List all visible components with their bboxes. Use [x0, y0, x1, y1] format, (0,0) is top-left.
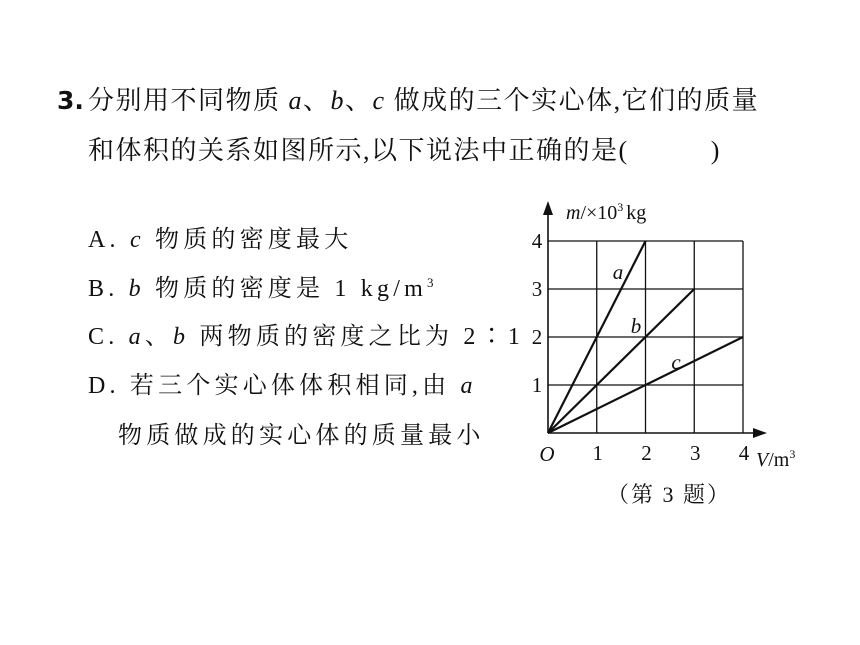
y-axis-label	[566, 200, 646, 224]
question-number: 3.	[57, 86, 84, 115]
y-axis-superscript: 3	[617, 200, 624, 214]
x-tick-label-3: 3	[690, 441, 701, 465]
series-label-b: b	[630, 314, 642, 338]
x-axis-var: V	[756, 449, 769, 471]
question-stem-line-2	[88, 134, 721, 168]
origin-label: O	[539, 442, 555, 466]
blank-close-paren: )	[710, 136, 721, 165]
y-tick-label-1: 1	[531, 373, 543, 397]
option-c-prefix: C.	[88, 324, 129, 350]
x-axis-unit: /m	[768, 449, 790, 471]
mass-volume-chart	[500, 190, 830, 490]
x-tick-label-1: 1	[592, 441, 603, 465]
option-a-prefix: A.	[88, 227, 130, 253]
option-c-var-a: a	[128, 324, 145, 350]
blank-open-paren: (	[618, 136, 629, 165]
option-d-continued: 物质做成的实心体的质量最小	[118, 423, 485, 449]
option-b-superscript: 3	[426, 275, 434, 290]
stem-var-c: c	[372, 86, 386, 115]
x-tick-label-4: 4	[738, 441, 750, 465]
option-d	[88, 370, 477, 402]
option-d-text: D. 若三个实心体体积相同,由	[88, 373, 461, 399]
chart-tick-labels	[532, 229, 750, 465]
stem-separator: 、	[345, 86, 373, 115]
series-label-a: a	[612, 260, 624, 284]
series-label-c: c	[671, 350, 681, 374]
stem-text: 和体积的关系如图所示,以下说法中正确的是	[88, 136, 619, 165]
y-axis-unit: /×10	[580, 202, 618, 224]
option-b-var: b	[128, 276, 145, 302]
option-a-var: c	[129, 227, 145, 253]
option-c-separator: 、	[144, 324, 174, 350]
stem-text: 分别用不同物质	[88, 86, 289, 115]
x-axis-label	[756, 447, 795, 471]
option-d-var: a	[460, 373, 477, 399]
x-axis-arrow	[753, 428, 767, 438]
stem-text: 做成的三个实心体,它们的质量	[385, 86, 760, 115]
option-c-text: 两物质的密度之比为 2∶1	[189, 324, 525, 350]
y-tick-label-4: 4	[531, 229, 543, 253]
option-b-prefix: B.	[88, 276, 129, 302]
option-c	[88, 321, 524, 353]
y-tick-label-3: 3	[531, 277, 543, 301]
y-axis-unit-after: kg	[626, 202, 647, 224]
y-tick-label-2: 2	[531, 325, 543, 349]
option-a	[88, 224, 352, 256]
stem-var-b: b	[330, 86, 346, 115]
x-tick-label-2: 2	[641, 441, 652, 465]
option-a-text: 物质的密度最大	[144, 227, 353, 253]
figure-caption: （第 3 题）	[607, 482, 732, 507]
stem-separator: 、	[303, 86, 331, 115]
y-axis-var: m	[566, 202, 581, 224]
answer-blank	[619, 136, 721, 165]
question-stem-line-1	[88, 84, 759, 118]
x-axis-superscript: 3	[789, 447, 796, 461]
stem-var-a: a	[288, 86, 304, 115]
option-b	[88, 273, 433, 308]
y-axis	[543, 201, 553, 433]
option-b-text: 物质的密度是 1 kg/m	[144, 276, 427, 302]
x-axis	[548, 428, 767, 438]
option-c-var-b: b	[173, 324, 190, 350]
y-axis-arrow	[543, 201, 553, 215]
